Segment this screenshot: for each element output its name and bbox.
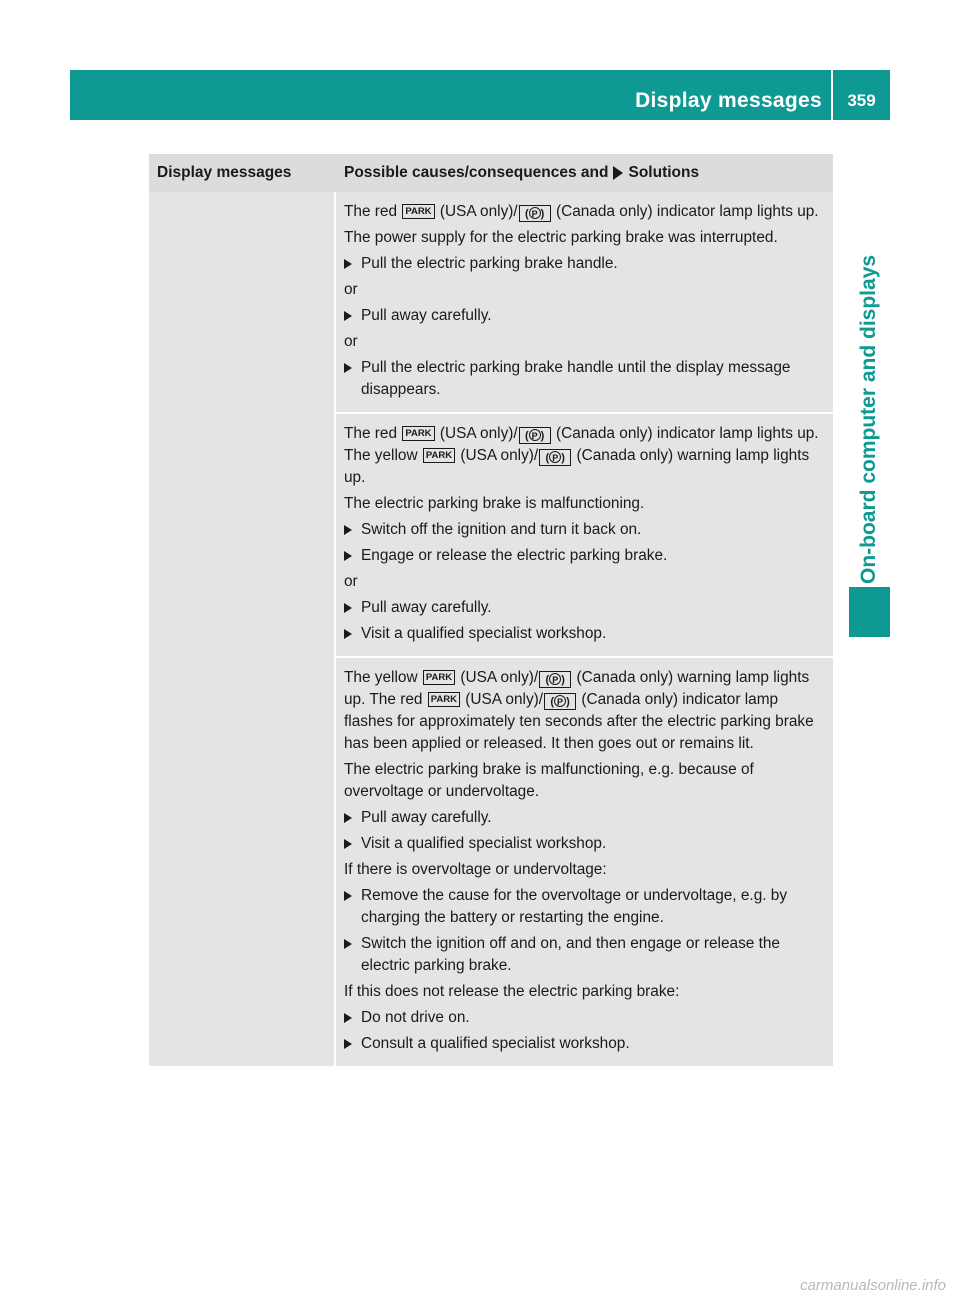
consequence-text: The electric parking brake is malfunctioning, e.g. because of overvoltage or undervoltage. (344, 761, 754, 800)
condition-text: If there is overvoltage or undervoltage: (344, 861, 607, 878)
park-brake-icon: PARK (428, 692, 460, 707)
step-arrow-icon (344, 545, 361, 567)
solution-step: Remove the cause for the overvoltage or undervoltage, e.g. by charging the battery or restarting the engine. (344, 885, 827, 929)
step-arrow-icon (344, 623, 361, 645)
step-arrow-icon (344, 305, 361, 327)
page-title: Display messages (635, 89, 822, 112)
park-brake-icon: PARK (423, 448, 455, 463)
step-arrow-icon (344, 933, 361, 977)
solutions-column (336, 192, 833, 1066)
step-arrow-icon (344, 1033, 361, 1055)
park-brake-icon: PARK (402, 204, 434, 219)
side-tab-label: On-board computer and displays (857, 254, 880, 584)
solution-step: Pull the electric parking brake handle until the display message disappears. (344, 357, 827, 401)
parking-brake-p-icon: ( P ) (539, 449, 571, 466)
solution-step: Visit a qualified specialist workshop. (344, 833, 827, 855)
parking-brake-p-icon: ( P ) (519, 205, 551, 222)
step-arrow-icon (344, 357, 361, 401)
solution-step: Engage or release the electric parking brake. (344, 545, 827, 567)
column-header-messages: Display messages (157, 164, 292, 181)
or-text: or (344, 281, 358, 298)
step-arrow-icon (344, 519, 361, 541)
step-arrow-icon (344, 1007, 361, 1029)
park-brake-icon: PARK (402, 426, 434, 441)
step-arrow-icon (344, 253, 361, 275)
column-header-solutions-text-2: Solutions (628, 164, 700, 181)
page-number: 359 (847, 91, 876, 110)
parking-brake-p-icon: ( P ) (544, 693, 576, 710)
table-row (336, 656, 833, 1066)
table-header (149, 154, 833, 192)
solution-step: Consult a qualified specialist workshop. (344, 1033, 827, 1055)
solution-step: Switch the ignition off and on, and then engage or release the electric parking brake. (344, 933, 827, 977)
column-header-solutions-text: Possible causes/consequences and (344, 164, 609, 181)
park-brake-icon: PARK (423, 670, 455, 685)
solution-step: Switch off the ignition and turn it back on. (344, 519, 827, 541)
table-row (336, 412, 833, 656)
solution-step: Pull the electric parking brake handle. (344, 253, 827, 275)
play-arrow-icon (613, 166, 623, 180)
messages-table (149, 154, 833, 1066)
cause-text: The red PARK (USA only)/ ( P ) (Canada only) indicator lamp lights up. (344, 203, 819, 220)
step-arrow-icon (344, 833, 361, 855)
cause-text: The red PARK (USA only)/ ( P ) (Canada only) indicator lamp lights up. The yellow PARK (USA only)/ ( P ) (Canada only) warning lamp lights up. (344, 425, 819, 486)
or-text: or (344, 333, 358, 350)
solution-step: Pull away carefully. (344, 305, 827, 327)
solution-step: Pull away carefully. (344, 807, 827, 829)
messages-column (149, 192, 334, 1066)
solution-step: Do not drive on. (344, 1007, 827, 1029)
or-text: or (344, 573, 358, 590)
solution-step: Pull away carefully. (344, 597, 827, 619)
column-header-solutions (336, 154, 833, 192)
consequence-text: The electric parking brake is malfunctioning. (344, 495, 645, 512)
side-tab-marker (849, 587, 890, 637)
table-row (336, 192, 833, 412)
table-body (149, 192, 833, 1066)
parking-brake-p-icon: ( P ) (519, 427, 551, 444)
watermark: carmanualsonline.info (800, 1277, 946, 1294)
solution-step: Visit a qualified specialist workshop. (344, 623, 827, 645)
parking-brake-p-icon: ( P ) (539, 671, 571, 688)
step-arrow-icon (344, 597, 361, 619)
consequence-text: The power supply for the electric parking brake was interrupted. (344, 229, 778, 246)
step-arrow-icon (344, 885, 361, 929)
step-arrow-icon (344, 807, 361, 829)
cause-text: The yellow PARK (USA only)/ ( P ) (Canada only) warning lamp lights up. The red PARK (USA only)/ ( P ) (Canada only) indicator lamp flashes for approximately ten seconds after the electric parking brake has been applied or released. It then goes out or remains lit. (344, 669, 814, 752)
condition-text: If this does not release the electric parking brake: (344, 983, 680, 1000)
